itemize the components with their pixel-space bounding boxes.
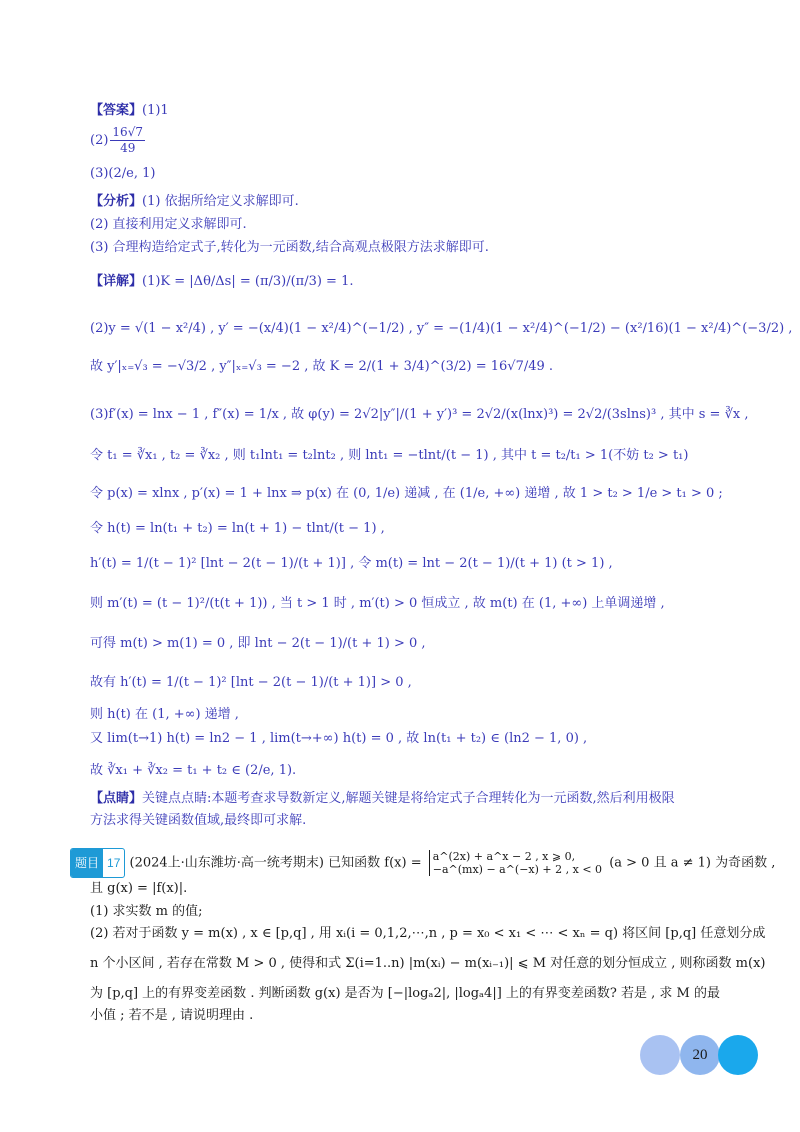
analysis-text-1: (1) 依据所给定义求解即可. xyxy=(142,194,299,209)
detail-line-10: 可得 m(t) > m(1) = 0 , 即 lnt − 2(t − 1)/(t + 1) > 0 , xyxy=(90,636,426,651)
piecewise-brace xyxy=(429,850,602,876)
question-line-4: (2) 若对于函数 y = m(x) , x ∈ [p,q] , 用 xᵢ(i = 0,1,2,⋯,n , p = x₀ < x₁ < ⋯ < xₙ = q) 将区间 [p,q] 任意划分成 xyxy=(90,926,766,941)
question-line-5: n 个小区间 , 若存在常数 M > 0 , 使得和式 Σ(i=1..n) |m(xᵢ) − m(xᵢ₋₁)| ⩽ M 对任意的划分恒成立 , 则称函数 m(x) xyxy=(90,956,766,971)
detail-line-14: 故 ∛x₁ + ∛x₂ = t₁ + t₂ ∈ (2/e, 1). xyxy=(90,763,297,778)
question-line-2: 且 g(x) = |f(x)|. xyxy=(90,881,188,896)
answer-part-1: (1)1 xyxy=(142,103,169,118)
answer-line-1 xyxy=(90,102,169,120)
question-source: (2024上·山东潍坊·高一统考期末) 已知函数 xyxy=(129,855,381,871)
piecewise-case-2: −a^(mx) − a^(−x) + 2 , x < 0 xyxy=(432,863,603,876)
piecewise-case-1: a^(2x) + a^x − 2 , x ⩾ 0, xyxy=(432,850,576,863)
detail-line-2: (2)y = √(1 − x²/4) , y′ = −(x/4)(1 − x²/4)^(−1/2) , y″ = −(1/4)(1 − x²/4)^(−1/2) − (x²/16)(1 − x²/4)^(−3/2) , xyxy=(90,321,793,336)
question-function: f(x) = xyxy=(384,855,422,871)
question-line-7: 小值 ; 若不是 , 请说明理由 . xyxy=(90,1008,254,1023)
comment-line-1 xyxy=(90,790,675,808)
detail-line-8: h′(t) = 1/(t − 1)² [lnt − 2(t − 1)/(t + 1)] , 令 m(t) = lnt − 2(t − 1)/(t + 1) (t > 1) , xyxy=(90,556,613,571)
analysis-line-2: (2) 直接利用定义求解即可. xyxy=(90,217,247,232)
question-badge-label: 题目 xyxy=(71,849,103,877)
detail-line-3: 故 y′|ₓ₌√₃ = −√3/2 , y″|ₓ₌√₃ = −2 , 故 K = 2/(1 + 3/4)^(3/2) = 16√7/49 . xyxy=(90,359,554,374)
answer-part-2-denominator: 49 xyxy=(120,141,136,155)
answer-part-2-fraction xyxy=(110,125,145,156)
question-line-6: 为 [p,q] 上的有界变差函数 . 判断函数 g(x) 是否为 [−|logₐ2|, |logₐ4|] 上的有界变差函数? 若是 , 求 M 的最 xyxy=(90,986,720,1001)
question-header xyxy=(70,848,775,878)
answer-part-3-interval: (2/e, 1) xyxy=(108,166,156,181)
page-circle-left xyxy=(640,1035,680,1075)
comment-text-1: 关键点点睛:本题考查求导数新定义,解题关键是将给定式子合理转化为一元函数,然后利用极限 xyxy=(142,791,675,806)
detail-line-1 xyxy=(90,273,354,291)
answer-tag: 【答案】 xyxy=(90,103,143,118)
question-condition: (a > 0 且 a ≠ 1) 为奇函数 , xyxy=(609,855,776,871)
answer-part-3-prefix: (3) xyxy=(90,166,109,181)
question-badge-number: 17 xyxy=(107,856,121,870)
answer-part-2-prefix: (2) xyxy=(90,133,109,148)
detail-line-6: 令 p(x) = xlnx , p′(x) = 1 + lnx ⇒ p(x) 在 (0, 1/e) 递减 , 在 (1/e, +∞) 递增 , 故 1 > t₂ > 1/e > t₁ > 0 ; xyxy=(90,486,723,501)
detail-line-9: 则 m′(t) = (t − 1)²/(t(t + 1)) , 当 t > 1 时 , m′(t) > 0 恒成立 , 故 m(t) 在 (1, +∞) 上单调递增 , xyxy=(90,596,665,611)
page-circle-right xyxy=(718,1035,758,1075)
detail-line-5: 令 t₁ = ∛x₁ , t₂ = ∛x₂ , 则 t₁lnt₁ = t₂lnt₂ , 则 lnt₁ = −tlnt/(t − 1) , 其中 t = t₂/t₁ > 1(不妨 t₂ > t₁) xyxy=(90,448,689,463)
answer-line-2 xyxy=(90,125,147,156)
detail-line-7: 令 h(t) = ln(t₁ + t₂) = ln(t + 1) − tlnt/(t − 1) , xyxy=(90,521,385,536)
page-number: 20 xyxy=(680,1035,720,1075)
detail-line-13: 又 lim(t→1) h(t) = ln2 − 1 , lim(t→+∞) h(t) = 0 , 故 ln(t₁ + t₂) ∈ (ln2 − 1, 0) , xyxy=(90,731,588,746)
answer-line-3 xyxy=(90,165,155,183)
detail-tag: 【详解】 xyxy=(90,274,143,289)
analysis-tag: 【分析】 xyxy=(90,194,143,209)
comment-line-2: 方法求得关键函数值域,最终即可求解. xyxy=(90,813,307,828)
question-badge xyxy=(70,848,125,878)
question-line-3: (1) 求实数 m 的值; xyxy=(90,904,203,919)
detail-text-1: (1)K = |Δθ/Δs| = (π/3)/(π/3) = 1. xyxy=(142,274,354,289)
detail-line-11: 故有 h′(t) = 1/(t − 1)² [lnt − 2(t − 1)/(t + 1)] > 0 , xyxy=(90,675,412,690)
detail-line-12: 则 h(t) 在 (1, +∞) 递增 , xyxy=(90,707,239,722)
detail-line-4: (3)f′(x) = lnx − 1 , f″(x) = 1/x , 故 φ(y) = 2√2|y″|/(1 + y′)³ = 2√2/(x(lnx)³) = 2√2/(3slns)³ , 其中 s = ∛x , xyxy=(90,407,749,422)
comment-tag: 【点睛】 xyxy=(90,791,143,806)
analysis-line-3: (3) 合理构造给定式子,转化为一元函数,结合高观点极限方法求解即可. xyxy=(90,240,489,255)
answer-part-2-numerator: 16√7 xyxy=(112,125,143,139)
analysis-line-1 xyxy=(90,193,299,211)
